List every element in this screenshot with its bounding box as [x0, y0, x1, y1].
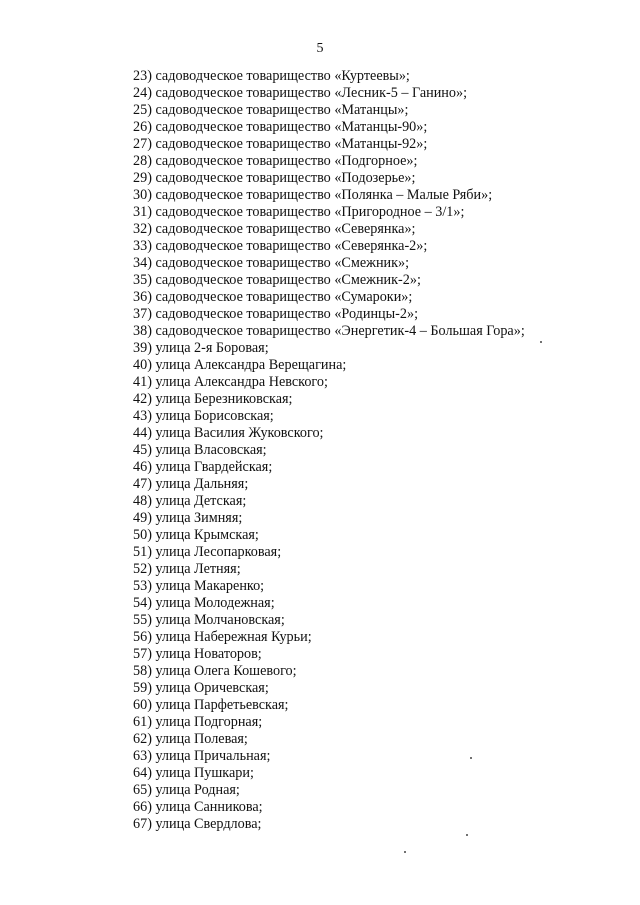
list-item: 45) улица Власовская; [133, 442, 267, 458]
list-item: 47) улица Дальняя; [133, 476, 249, 492]
list-item: 31) садоводческое товарищество «Пригородное – 3/1»; [133, 204, 465, 220]
list-item: 48) улица Детская; [133, 493, 247, 509]
list-item: 40) улица Александра Верещагина; [133, 357, 347, 373]
list-item: 39) улица 2-я Боровая; [133, 340, 269, 356]
list-item: 27) садоводческое товарищество «Матанцы-92»; [133, 136, 428, 152]
list-item: 66) улица Санникова; [133, 799, 263, 815]
list-item: 32) садоводческое товарищество «Северянка»; [133, 221, 416, 237]
address-list [133, 68, 525, 833]
list-item: 65) улица Родная; [133, 782, 240, 798]
list-item: 34) садоводческое товарищество «Смежник»; [133, 255, 410, 271]
list-item: 52) улица Летняя; [133, 561, 241, 577]
scan-speck [540, 341, 542, 343]
list-item: 25) садоводческое товарищество «Матанцы»; [133, 102, 409, 118]
list-item: 44) улица Василия Жуковского; [133, 425, 324, 441]
list-item: 33) садоводческое товарищество «Северянка-2»; [133, 238, 428, 254]
list-item: 37) садоводческое товарищество «Родинцы-2»; [133, 306, 419, 322]
list-item: 61) улица Подгорная; [133, 714, 263, 730]
list-item: 41) улица Александра Невского; [133, 374, 328, 390]
list-item: 62) улица Полевая; [133, 731, 248, 747]
list-item: 50) улица Крымская; [133, 527, 259, 543]
list-item: 29) садоводческое товарищество «Подозерье»; [133, 170, 416, 186]
list-item: 35) садоводческое товарищество «Смежник-2»; [133, 272, 421, 288]
list-item: 54) улица Молодежная; [133, 595, 275, 611]
list-item: 24) садоводческое товарищество «Лесник-5 – Ганино»; [133, 85, 468, 101]
list-item: 38) садоводческое товарищество «Энергетик-4 – Большая Гора»; [133, 323, 525, 339]
list-item: 36) садоводческое товарищество «Сумароки»; [133, 289, 413, 305]
list-item: 53) улица Макаренко; [133, 578, 265, 594]
list-item: 58) улица Олега Кошевого; [133, 663, 297, 679]
list-item: 26) садоводческое товарищество «Матанцы-90»; [133, 119, 428, 135]
list-item: 67) улица Свердлова; [133, 816, 262, 832]
scan-speck [404, 851, 406, 853]
list-item: 63) улица Причальная; [133, 748, 271, 764]
list-item: 28) садоводческое товарищество «Подгорное»; [133, 153, 418, 169]
list-item: 23) садоводческое товарищество «Куртеевы»; [133, 68, 410, 84]
list-item: 57) улица Новаторов; [133, 646, 262, 662]
list-item: 56) улица Набережная Курьи; [133, 629, 312, 645]
list-item: 59) улица Оричевская; [133, 680, 269, 696]
page-number: 5 [316, 41, 324, 56]
list-item: 30) садоводческое товарищество «Полянка – Малые Ряби»; [133, 187, 493, 203]
list-item: 55) улица Молчановская; [133, 612, 285, 628]
list-item: 49) улица Зимняя; [133, 510, 243, 526]
list-item: 46) улица Гвардейская; [133, 459, 273, 475]
list-item: 64) улица Пушкари; [133, 765, 254, 781]
list-item: 42) улица Березниковская; [133, 391, 293, 407]
scan-speck [466, 834, 468, 836]
scan-speck [470, 757, 472, 759]
list-item: 60) улица Парфетьевская; [133, 697, 289, 713]
list-item: 51) улица Лесопарковая; [133, 544, 282, 560]
list-item: 43) улица Борисовская; [133, 408, 274, 424]
